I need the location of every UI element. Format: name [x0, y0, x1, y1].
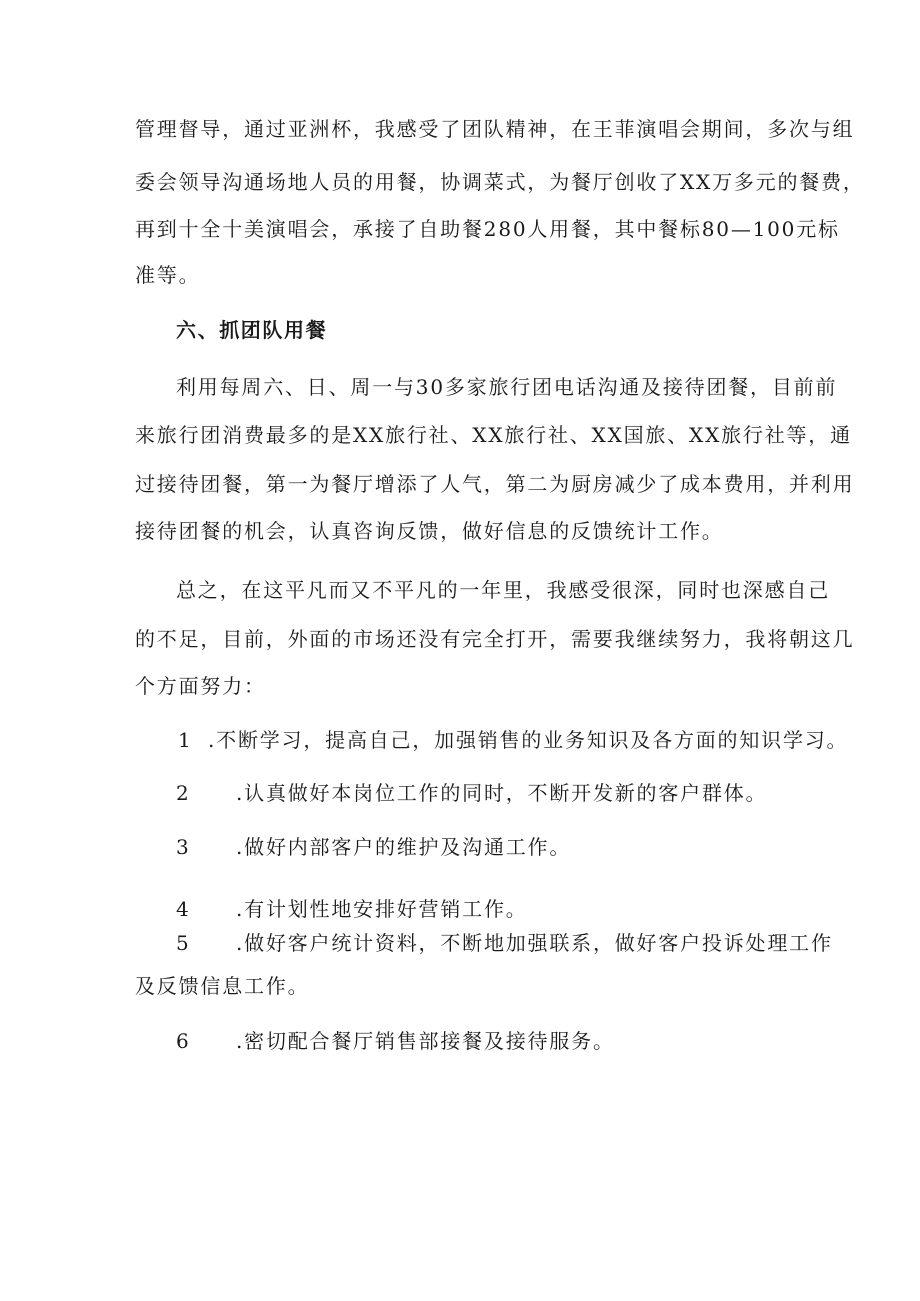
paragraph-1-line-3: 再到十全十美演唱会，承接了自助餐280人用餐，其中餐标80—100元标 — [135, 217, 840, 241]
paragraph-2-line-1: 利用每周六、日、周一与30多家旅行团电话沟通及接待团餐，目前前 — [176, 375, 838, 399]
list-item-number: 4 — [176, 897, 189, 921]
list-item-number: 5 — [176, 931, 189, 955]
list-item-text: .认真做好本岗位工作的同时，不断开发新的客户群体。 — [236, 781, 768, 805]
list-item-number: 1 — [178, 728, 191, 752]
paragraph-3-line-3: 个方面努力： — [135, 674, 266, 698]
paragraph-2-line-2: 来旅行团消费最多的是XX旅行社、XX旅行社、XX国旅、XX旅行社等，通 — [135, 423, 852, 447]
paragraph-1-line-2: 委会领导沟通场地人员的用餐，协调菜式，为餐厅创收了XX万多元的餐费， — [135, 170, 865, 194]
list-item-number: 3 — [176, 835, 189, 859]
list-item-text: 及反馈信息工作。 — [135, 974, 310, 998]
paragraph-2-line-4: 接待团餐的机会，认真咨询反馈，做好信息的反馈统计工作。 — [135, 519, 724, 543]
list-item — [176, 835, 571, 859]
list-item — [178, 728, 848, 752]
list-item-text: .做好客户统计资料，不断地加强联系，做好客户投诉处理工作 — [236, 931, 833, 955]
paragraph-3-line-1: 总之，在这平凡而又不平凡的一年里，我感受很深，同时也深感自己 — [176, 578, 830, 602]
list-item-text: .密切配合餐厅销售部接餐及接待服务。 — [236, 1029, 615, 1053]
list-item-text: .不断学习，提高自己，加强销售的业务知识及各方面的知识学习。 — [208, 728, 849, 752]
paragraph-1-line-1: 管理督导，通过亚洲杯，我感受了团队精神，在王菲演唱会期间，多次与组 — [135, 117, 855, 141]
list-item-text: .有计划性地安排好营销工作。 — [236, 897, 528, 921]
paragraph-2-line-3: 过接待团餐，第一为餐厅增添了人气，第二为厨房减少了成本费用，并利用 — [135, 472, 855, 496]
list-item-number: 2 — [176, 781, 189, 805]
paragraph-1-line-4: 准等。 — [135, 263, 201, 287]
list-item — [176, 897, 528, 921]
list-item — [176, 931, 833, 955]
list-item-text: .做好内部客户的维护及沟通工作。 — [236, 835, 572, 859]
list-item-continuation — [135, 974, 309, 998]
paragraph-3-line-2: 的不足，目前，外面的市场还没有完全打开，需要我继续努力，我将朝这几 — [135, 627, 855, 651]
list-item-number: 6 — [176, 1029, 189, 1053]
list-item — [176, 781, 767, 805]
list-item — [176, 1029, 615, 1053]
section-heading: 六、抓团队用餐 — [176, 318, 328, 342]
